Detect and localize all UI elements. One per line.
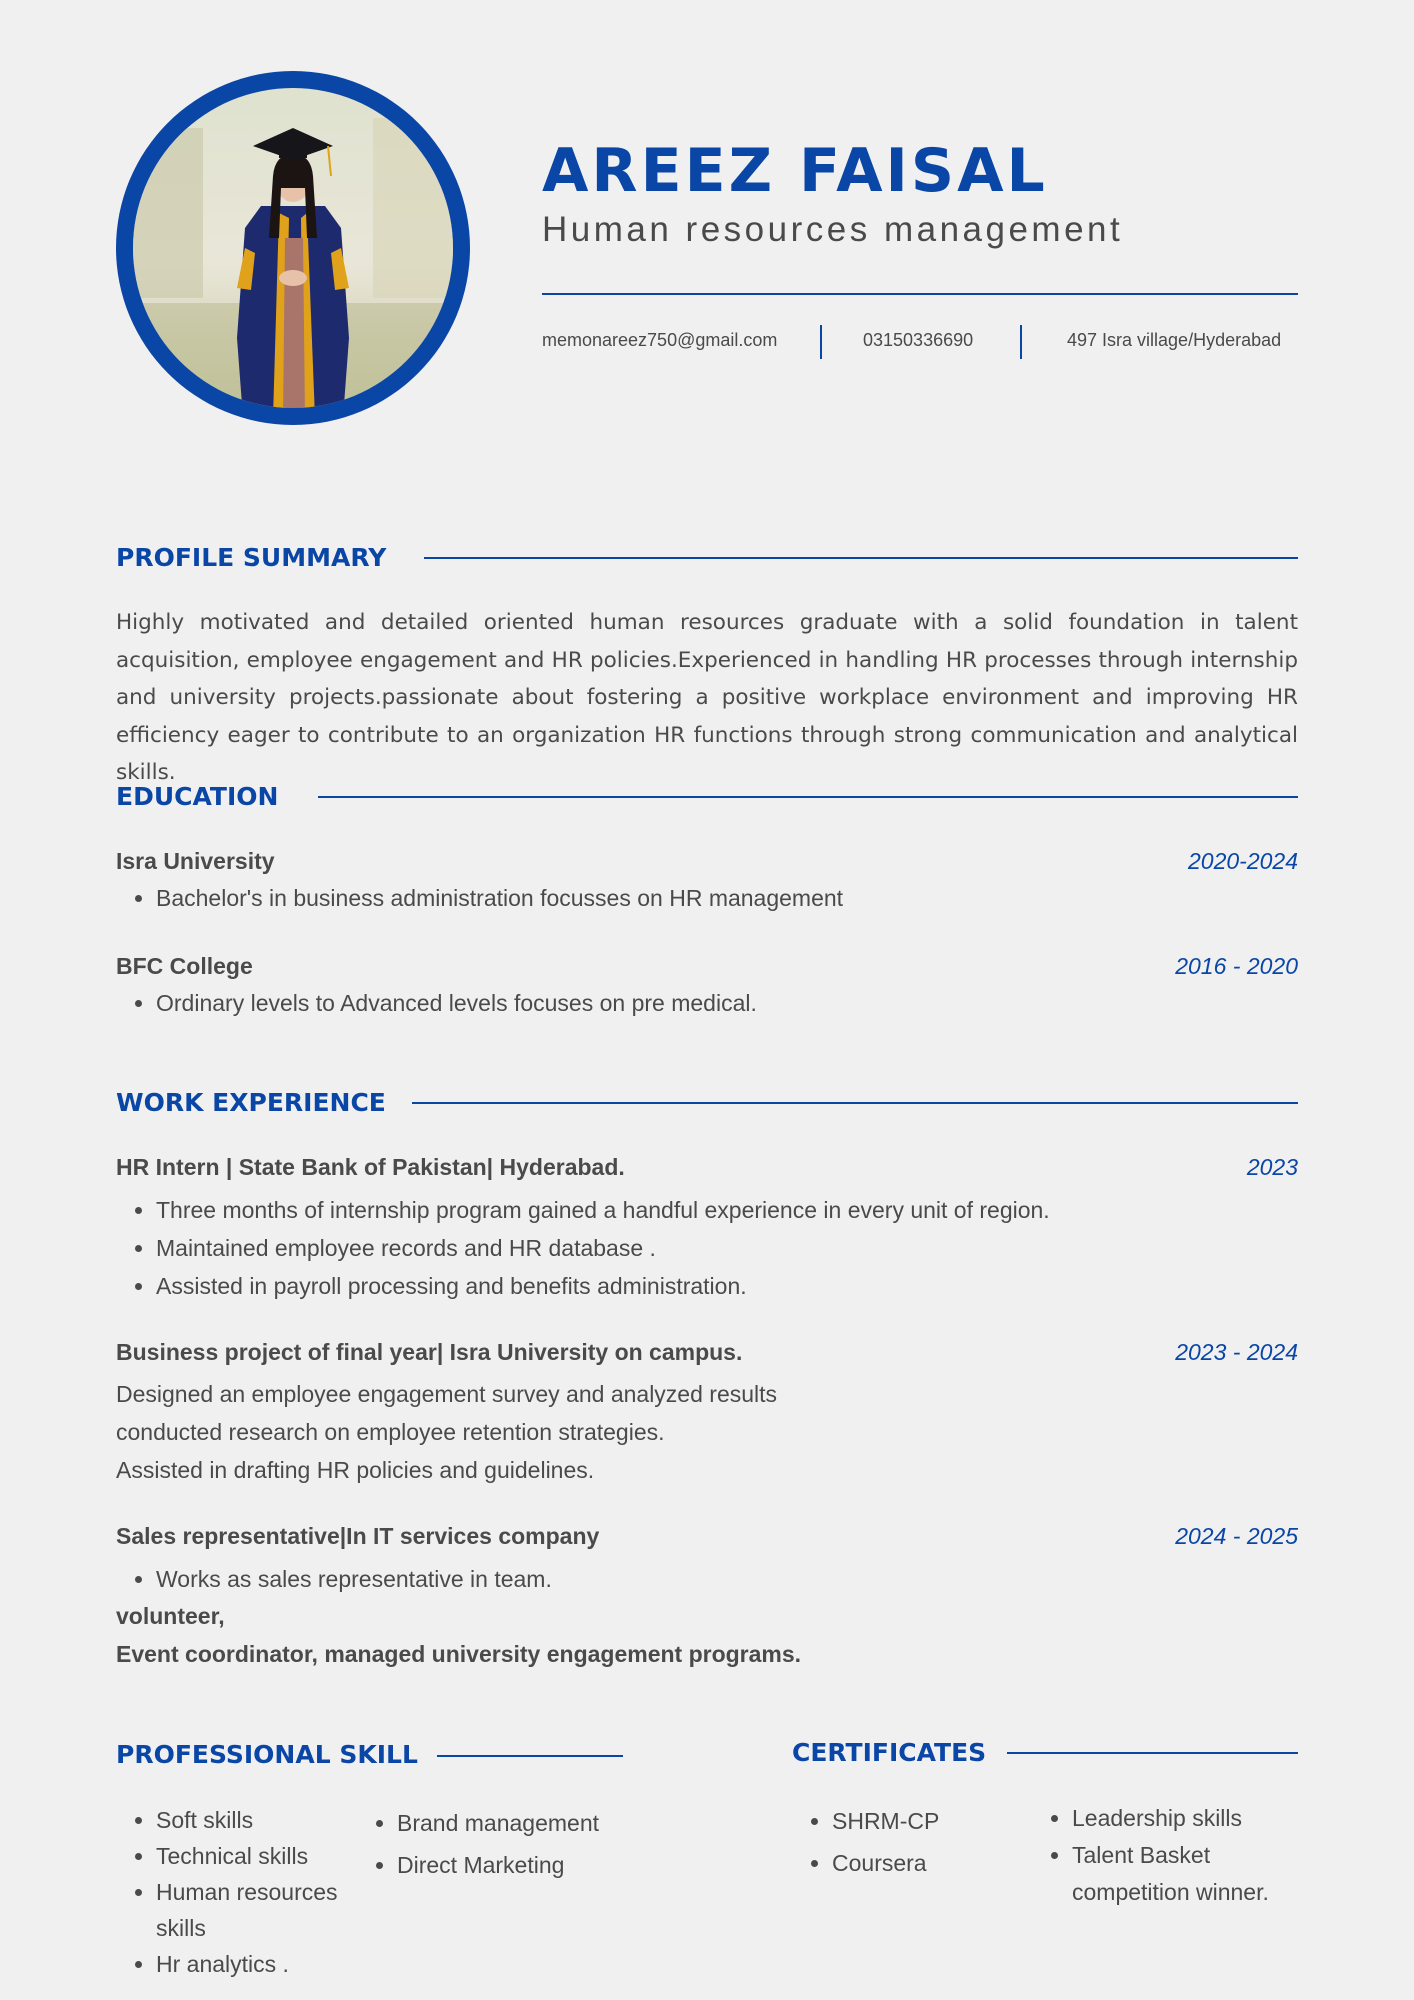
volunteer-detail: Event coordinator, managed university engagement programs. (116, 1641, 802, 1667)
list-item: • Soft skills (156, 1802, 366, 1838)
education-date: 2020-2024 (1188, 848, 1298, 874)
header-divider (542, 293, 1298, 295)
section-rule (424, 557, 1298, 559)
work-line: Designed an employee engagement survey and analyzed results (116, 1381, 778, 1407)
work-points (116, 1191, 1050, 1305)
list-item: • SHRM-CP (832, 1800, 939, 1842)
list-item: • Bachelor's in business administration focusses on HR management (156, 883, 843, 913)
work-line: conducted research on employee retention strategies. (116, 1419, 665, 1445)
education-school: BFC College (116, 953, 253, 979)
phone-text: 03150336690 (863, 330, 974, 350)
section-rule (412, 1102, 1298, 1104)
list-item: • Coursera (832, 1842, 939, 1884)
list-item: • Technical skills (156, 1838, 366, 1874)
work-line: Assisted in drafting HR policies and guidelines. (116, 1457, 595, 1483)
list-item: • Maintained employee records and HR database . (156, 1229, 1050, 1267)
section-title-education: EDUCATION (116, 782, 279, 811)
work-role: HR Intern | State Bank of Pakistan| Hyderabad. (116, 1154, 625, 1180)
list-item: • Human resources skills (156, 1874, 366, 1946)
contact-separator (1020, 325, 1022, 359)
list-item: • Leadership skills (1072, 1800, 1312, 1837)
skills-list (116, 1802, 366, 1982)
list-item: • Hr analytics . (156, 1946, 366, 1982)
work-date: 2023 (1246, 1154, 1298, 1180)
work-date: 2024 - 2025 (1175, 1523, 1298, 1549)
education-points (116, 883, 843, 913)
section-title-work: WORK EXPERIENCE (116, 1088, 386, 1117)
education-school: Isra University (116, 848, 275, 874)
work-date: 2023 - 2024 (1175, 1339, 1298, 1365)
certificates-list (1032, 1800, 1312, 1911)
section-rule (437, 1755, 623, 1757)
work-role: Business project of final year| Isra University on campus. (116, 1339, 743, 1365)
section-rule (1007, 1752, 1298, 1754)
address-text: 497 Isra village/Hyderabad (1067, 330, 1282, 350)
list-item: • Assisted in payroll processing and benefits administration. (156, 1267, 1050, 1305)
work-role: Sales representative|In IT services company (116, 1523, 600, 1549)
section-rule (318, 796, 1298, 798)
volunteer-heading: volunteer, (116, 1603, 225, 1629)
profile-summary-text: Highly motivated and detailed oriented human resources graduate with a solid foundation in talent acquisition, employee engagement and HR policies.Experienced in handling HR processes through internship and university projects.passionate about fostering a positive workplace environment and improving HR efficiency eager to contribute to an organization HR functions through strong communication and analytical skills. (116, 610, 1298, 785)
section-title-profile: PROFILE SUMMARY (116, 543, 387, 572)
education-points (116, 988, 757, 1018)
list-item: • Brand management (397, 1802, 599, 1844)
candidate-name: AREEZ FAISAL (542, 136, 1048, 206)
contact-separator (820, 325, 822, 359)
profile-photo (133, 88, 453, 408)
section-title-certificates: CERTIFICATES (792, 1738, 987, 1767)
education-date: 2016 - 2020 (1175, 953, 1298, 979)
certificates-list (792, 1800, 939, 1884)
email-text: memonareez750@gmail.com (542, 330, 778, 350)
skills-list (357, 1802, 599, 1886)
list-item: • Direct Marketing (397, 1844, 599, 1886)
list-item: • Three months of internship program gained a handful experience in every unit of region. (156, 1191, 1050, 1229)
list-item: • Ordinary levels to Advanced levels focuses on pre medical. (156, 988, 757, 1018)
job-title: Human resources management (542, 210, 1124, 249)
list-item: • Talent Basket competition winner. (1072, 1837, 1312, 1911)
work-points (116, 1560, 552, 1598)
graduate-photo-icon (133, 88, 453, 408)
list-item: • Works as sales representative in team. (156, 1560, 552, 1598)
profile-photo-frame (116, 71, 470, 425)
section-title-skills: PROFESSIONAL SKILL (116, 1740, 418, 1769)
